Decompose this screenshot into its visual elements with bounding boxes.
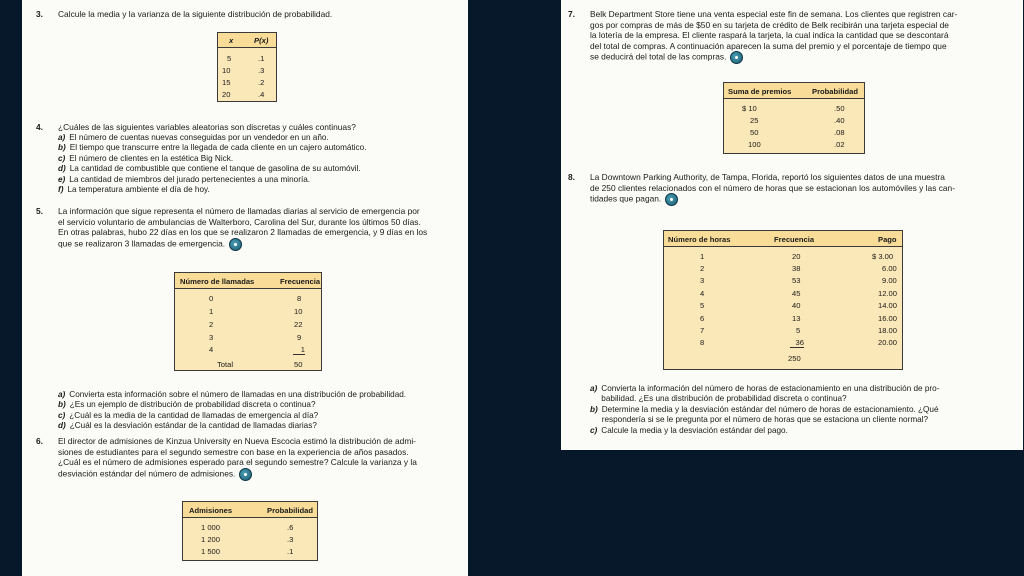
q4-item: e) La cantidad de miembros del jurado pertenecientes a una minoría. bbox=[58, 174, 311, 184]
q8-cell: 6 bbox=[700, 314, 705, 323]
q8-cell: 14.00 bbox=[878, 301, 898, 310]
q8-cell: 45 bbox=[792, 289, 801, 298]
q7-cell: .02 bbox=[834, 140, 845, 149]
cd-icon bbox=[229, 238, 242, 251]
q3-header-x: x bbox=[229, 36, 234, 45]
q8-item: c) Calcule la media y la desviación estándar del pago. bbox=[590, 425, 788, 435]
q3-cell: 10 bbox=[222, 66, 231, 75]
q8-item: b) Determine la media y la desviación estándar del número de horas de estacionamiento. ¿Qué respondería si se le pregunta por el número de horas que se estaciona un cliente normal? bbox=[590, 404, 939, 425]
q8-cell: 20 bbox=[792, 252, 801, 261]
q7-cell: $ 10 bbox=[742, 104, 757, 113]
q6-number: 6. bbox=[36, 436, 43, 446]
q4-item: c) El número de clientes en la estética Big Nick. bbox=[58, 153, 234, 163]
q6-cell: .1 bbox=[287, 547, 294, 556]
q5-table bbox=[174, 272, 322, 371]
q8-cell: 40 bbox=[792, 301, 801, 310]
q4-item: d) La cantidad de combustible que contiene el tanque de gasolina de su automóvil. bbox=[58, 164, 361, 174]
q8-cell: 5 bbox=[796, 326, 801, 335]
q8-cell: 38 bbox=[792, 264, 801, 273]
q5-cell: 1 bbox=[209, 307, 214, 316]
q3-cell: .1 bbox=[258, 54, 265, 63]
q7-cell: 50 bbox=[750, 128, 759, 137]
cd-icon bbox=[730, 51, 743, 64]
q5-cell: 9 bbox=[297, 333, 302, 342]
q5-items bbox=[58, 390, 406, 432]
q8-number: 8. bbox=[568, 172, 575, 182]
q5-cell: 4 bbox=[209, 345, 214, 354]
q7-cell: 25 bbox=[750, 116, 759, 125]
q8-header-freq: Frecuencia bbox=[774, 235, 815, 244]
q8-cell: 2 bbox=[700, 264, 705, 273]
q8-cell: 9.00 bbox=[882, 276, 897, 285]
q5-item: c) ¿Cuál es la media de la cantidad de llamadas de emergencia al día? bbox=[58, 410, 319, 420]
q8-cell: 3 bbox=[700, 276, 705, 285]
q8-cell: 53 bbox=[792, 276, 801, 285]
q5-item: d) ¿Cuál es la desviación estándar de la cantidad de llamadas diarias? bbox=[58, 421, 317, 431]
q6-cell: 1 200 bbox=[201, 535, 221, 544]
q5-total: 50 bbox=[294, 360, 303, 369]
q3-header-px: P(x) bbox=[254, 36, 269, 45]
cd-icon bbox=[239, 468, 252, 481]
q5-number: 5. bbox=[36, 206, 43, 216]
q7-cell: .50 bbox=[834, 104, 845, 113]
q5-cell: 22 bbox=[294, 320, 303, 329]
q7-cell: .08 bbox=[834, 128, 845, 137]
q3-cell: 5 bbox=[227, 54, 232, 63]
q8-cell: 8 bbox=[700, 338, 705, 347]
q6-header-admissions: Admisiones bbox=[189, 506, 233, 515]
q7-header-prize: Suma de premios bbox=[728, 87, 792, 96]
q3-cell: .2 bbox=[258, 78, 265, 87]
q8-cell: $ 3.00 bbox=[872, 252, 894, 261]
q5-header-calls: Número de llamadas bbox=[180, 277, 255, 286]
q5-total-label: Total bbox=[217, 360, 234, 369]
q4-number: 4. bbox=[36, 122, 43, 132]
q3-number: 3. bbox=[36, 9, 43, 19]
q6-cell: .6 bbox=[287, 523, 294, 532]
right-page bbox=[561, 0, 1023, 450]
q4-items bbox=[58, 133, 366, 195]
q3-cell: .4 bbox=[258, 90, 265, 99]
q8-cell: 12.00 bbox=[878, 289, 898, 298]
q8-cell: 18.00 bbox=[878, 326, 898, 335]
q8-item: a) Convierta la información del número de horas de estacionamiento en una distribución de pro- babilidad. ¿Es una distribución de probabilidad discreta o continua? bbox=[590, 384, 940, 404]
left-page bbox=[22, 0, 468, 576]
cd-icon bbox=[665, 193, 678, 206]
q5-cell: 10 bbox=[294, 307, 303, 316]
q7-cell: .40 bbox=[834, 116, 845, 125]
q5-cell: 0 bbox=[209, 294, 214, 303]
q5-item: a) Convierta esta información sobre el número de llamadas en una distribución de probabilidad. bbox=[58, 390, 407, 399]
q8-cell: 36 bbox=[790, 338, 804, 348]
q8-table bbox=[663, 230, 903, 370]
q6-cell: 1 000 bbox=[201, 523, 221, 532]
q6-text: El director de admisiones de Kinzua University en Nueva Escocia estimó la distribución de admi- siones de estudiantes para el segundo semestre con base en la experiencia de años pasados. ¿Cuál es el número de admisiones esperado para el segundo semestre? Calcule la varianza y la desviación estándar del número de admisiones. bbox=[58, 436, 417, 481]
q5-item: b) ¿Es un ejemplo de distribución de probabilidad discreta o continua? bbox=[58, 400, 316, 410]
q8-cell: 6.00 bbox=[882, 264, 897, 273]
q4-text: ¿Cuáles de las siguientes variables aleatorias son discretas y cuáles continuas? bbox=[58, 122, 356, 132]
q4-item: a) El número de cuentas nuevas conseguidas por un vendedor en un año. bbox=[58, 133, 329, 142]
q8-cell: 4 bbox=[700, 289, 705, 298]
q6-cell: .3 bbox=[287, 535, 294, 544]
q5-header-freq: Frecuencia bbox=[280, 277, 321, 286]
q3-cell: 20 bbox=[222, 90, 231, 99]
q3-text: Calcule la media y la varianza de la siguiente distribución de probabilidad. bbox=[58, 9, 333, 19]
q8-cell: 1 bbox=[700, 252, 705, 261]
q8-header-pay: Pago bbox=[878, 235, 897, 244]
q4-item: f) La temperatura ambiente el día de hoy. bbox=[58, 185, 210, 195]
q5-text: La información que sigue representa el número de llamadas diarias al servicio de emergencia por el servicio voluntario de ambulancias de Walterboro, Carolina del Sur, durante los últimos 50 días. En otras palabras, hubo 22 días en los que se realizaron 2 llamadas de emergencia, y 9 días en los que se realizaron 3 llamadas de emergencia. bbox=[58, 206, 427, 251]
q3-table bbox=[217, 32, 277, 102]
q7-text: Belk Department Store tiene una venta especial este fin de semana. Los clientes que registren car- gos por compras de más de $50 en su tarjeta de crédito de Belk recibirán una tarjeta especial de la lotería de la empresa. El cliente raspará la tarjeta, la cual indica la cantidad que se descontará del total de compras. A continuación aparecen la suma del premio y el porcentaje de tiempo que se deducirá del total de las compras. bbox=[590, 9, 957, 64]
q8-cell: 7 bbox=[700, 326, 705, 335]
q8-cell: 5 bbox=[700, 301, 705, 310]
q3-cell: .3 bbox=[258, 66, 265, 75]
q8-total: 250 bbox=[788, 354, 801, 363]
q7-header-prob: Probabilidad bbox=[812, 87, 858, 96]
q5-cell: 2 bbox=[209, 320, 214, 329]
q7-number: 7. bbox=[568, 9, 575, 19]
q8-cell: 16.00 bbox=[878, 314, 898, 323]
q6-table bbox=[182, 501, 318, 561]
q8-text: La Downtown Parking Authority, de Tampa, Florida, reportó los siguientes datos de una muestra de 250 clientes relacionados con el número de horas que se estacionan los automóviles y las can- tidades que pagan. bbox=[590, 172, 955, 206]
q5-cell: 3 bbox=[209, 333, 214, 342]
q8-cell: 13 bbox=[792, 314, 801, 323]
q6-cell: 1 500 bbox=[201, 547, 221, 556]
q8-cell: 20.00 bbox=[878, 338, 898, 347]
q7-table bbox=[723, 82, 865, 154]
q3-cell: 15 bbox=[222, 78, 231, 87]
q8-items bbox=[590, 384, 939, 436]
q5-cell: 1 bbox=[293, 345, 305, 355]
q7-cell: 100 bbox=[748, 140, 761, 149]
q4-item: b) El tiempo que transcurre entre la llegada de cada cliente en un cajero automático. bbox=[58, 143, 367, 153]
q5-cell: 8 bbox=[297, 294, 302, 303]
q8-header-hours: Número de horas bbox=[668, 235, 731, 244]
q6-header-prob: Probabilidad bbox=[267, 506, 313, 515]
